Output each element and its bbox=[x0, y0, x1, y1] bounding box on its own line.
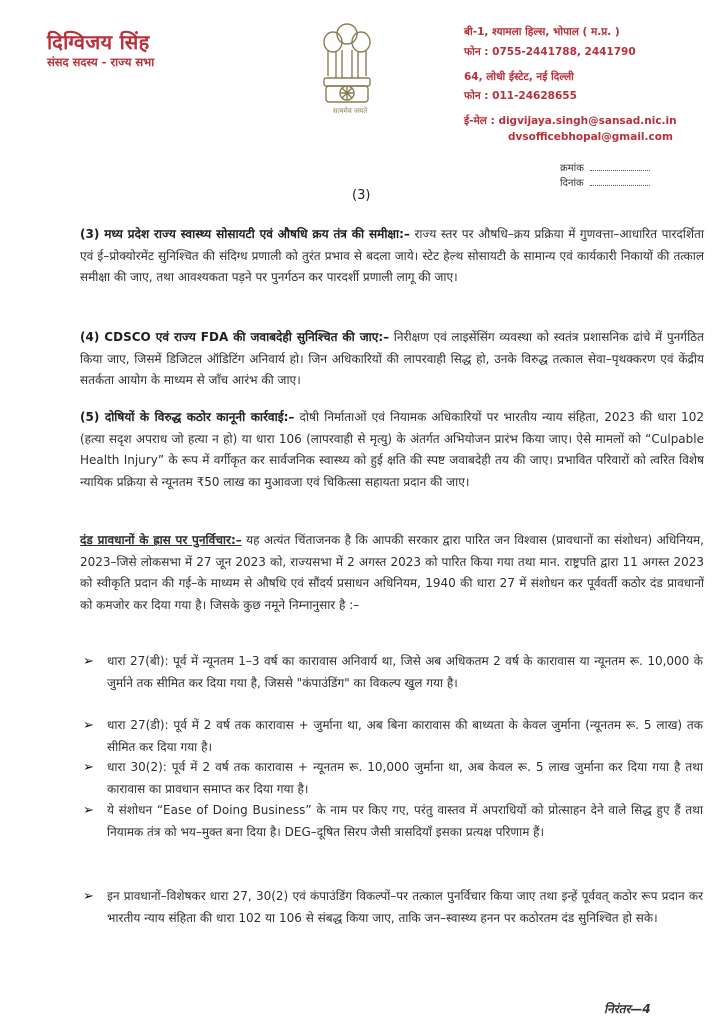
list-item-text: ये संशोधन “Ease of Doing Business” के नाम पर किए गए, परंतु वास्तव में अपराधियों को प्रोत्साहन देने वाले सिद्ध हुए हैं तथा नियामक तंत्र को भय–मुक्त बना दिया है। DEG–दूषित सिरप जैसी त्रासदियाँ इसका प्रत्यक्ष परिणाम हैं। bbox=[107, 803, 703, 839]
email-primary[interactable]: digvijaya.singh@sansad.nic.in bbox=[498, 115, 677, 127]
list-item bbox=[83, 886, 703, 929]
section-heading: (3) मध्य प्रदेश राज्य स्वास्थ्य सोसायटी एवं औषधि क्रय तंत्र की समीक्षा:– bbox=[80, 227, 410, 241]
email-row bbox=[464, 114, 677, 129]
section-state-health-society bbox=[80, 224, 704, 289]
section-heading: (4) CDSCO एवं राज्य FDA की जवाबदेही सुनिश्चित की जाए:– bbox=[80, 330, 390, 344]
phone-bhopal: फोन : 0755-2441788, 2441790 bbox=[464, 46, 636, 58]
address-bhopal: बी-1, श्यामला हिल्स, भोपाल ( म.प्र. ) bbox=[464, 26, 620, 38]
email-secondary[interactable]: dvsofficebhopal@gmail.com bbox=[508, 131, 673, 143]
section-body: यह अत्यंत चिंताजनक है कि आपकी सरकार द्वारा पारित जन विश्वास (प्रावधानों का संशोधन) अधिनियम, 2023–जिसे लोकसभा में 27 जून 2023 को, राज्यसभा में 2 अगस्त 2023 को पारित किया गया तथा मान. राष्ट्रपति द्वारा 11 अगस्त 2023 को स्वीकृति प्रदान की गई–के माध्यम से औषधि एवं सौंदर्य प्रसाधन अधिनियम, 1940 की धारा 27 में संशोधन कर पूर्ववर्ती कठोर दंड प्रावधानों को कमजोर कर दिया गया है। जिसके कुछ नमूने निम्नानुसार है :– bbox=[80, 533, 704, 612]
phone-delhi: फोन : 011-24628655 bbox=[464, 90, 577, 102]
list-item-text: इन प्रावधानों–विशेषकर धारा 27, 30(2) एवं कंपाउंडिंग विकल्पों–पर तत्काल पुनर्विचार किया जाए तथा इन्हें पूर्ववत् कठोर रूप प्रदान कर भारतीय न्याय संहिता की धारा 102 या 106 से संबद्ध किया जाए, ताकि जन–स्वास्थ्य हनन पर कठोरतम दंड सुनिश्चित हो सके। bbox=[107, 889, 703, 925]
list-item-text: धारा 30(2): पूर्व में 2 वर्ष तक कारावास + न्यूनतम रू. 10,000 जुर्माना था, अब केवल रू. 5 लाख जुर्माना कर दिया गया है तथा कारावास का प्रावधान समाप्त कर दिया गया है। bbox=[107, 760, 703, 796]
list-item-text: धारा 27(डी): पूर्व में 2 वर्ष तक कारावास + जुर्माना था, अब बिना कारावास की बाध्यता के केवल जुर्माना (न्यूनतम रू. 5 लाख) तक सीमित कर दिया गया है। bbox=[107, 718, 703, 754]
list-item bbox=[83, 651, 703, 694]
date-label: दिनांक bbox=[560, 178, 584, 189]
section-body: निरीक्षण एवं लाइसेंसिंग व्यवस्था को स्वतंत्र प्रशासनिक ढांचे में पुनर्गठित किया जाए, जिसमें डिजिटल ऑडिटिंग अनिवार्य हो। जिन अधिकारियों की लापरवाही सिद्ध हो, उनके विरुद्ध तत्काल सेवा–पृथक्करण एवं केंद्रीय सतर्कता आयोग के माध्यम से जाँच आरंभ की जाए। bbox=[80, 330, 704, 387]
section-legal-action bbox=[80, 407, 704, 493]
arrow-bullet-icon: ➢ bbox=[83, 654, 94, 669]
list-item bbox=[83, 757, 703, 800]
emblem-motto: सत्यमेव जयते bbox=[332, 107, 368, 115]
list-item bbox=[83, 800, 703, 843]
section-cdsco-accountability bbox=[80, 327, 704, 392]
email-label: ई-मेल : bbox=[464, 115, 495, 127]
date-blank bbox=[590, 177, 650, 186]
section-heading: (5) दोषियों के विरुद्ध कठोर कानूनी कार्रवाई:– bbox=[80, 410, 295, 424]
reference-blank bbox=[590, 162, 650, 171]
lion-capital-icon bbox=[316, 20, 378, 108]
arrow-bullet-icon: ➢ bbox=[83, 718, 94, 733]
page-number: (3) bbox=[352, 188, 371, 203]
address-delhi: 64, लोधी ईस्टेट, नई दिल्ली bbox=[464, 71, 574, 83]
section-heading: दंड प्रावधानों के ह्रास पर पुनर्विचार:– bbox=[80, 533, 242, 547]
letterhead-name: दिग्विजय सिंह bbox=[47, 30, 150, 54]
section-body: दोषी निर्माताओं एवं नियामक अधिकारियों पर भारतीय न्याय संहिता, 2023 की धारा 102 (हत्या सदृश अपराध जो हत्या न हो) या धारा 106 (लापरवाही से मृत्यु) के अंतर्गत अभियोजन प्रारंभ किया जाए। ऐसे मामलों को “Culpable Health Injury” के रूप में वर्गीकृत कर सार्वजनिक स्वास्थ्य को हुई क्षति की स्पष्ट जवाबदेही तय की जाए। प्रभावित परिवारों को त्वरित विशेष न्यायिक प्रक्रिया से न्यूनतम ₹50 लाख का मुआवजा एवं चिकित्सा सहायता प्रदान की जाए। bbox=[80, 410, 704, 489]
arrow-bullet-icon: ➢ bbox=[83, 760, 94, 775]
letterhead-designation: संसद सदस्य - राज्य सभा bbox=[47, 55, 155, 69]
continued-marker: निरंतर—4 bbox=[604, 1002, 651, 1016]
arrow-bullet-icon: ➢ bbox=[83, 803, 94, 818]
reference-label: क्रमांक bbox=[560, 163, 584, 174]
reference-number-row bbox=[560, 160, 650, 174]
section-penal-provisions bbox=[80, 530, 704, 616]
arrow-bullet-icon: ➢ bbox=[83, 889, 94, 904]
list-item-text: धारा 27(बी): पूर्व में न्यूनतम 1–3 वर्ष का कारावास अनिवार्य था, जिसे अब अधिकतम 2 वर्ष के कारावास या न्यूनतम रू. 10,000 के जुर्माने तक सीमित कर दिया गया है, जिससे "कंपाउंडिंग" का विकल्प खुल गया है। bbox=[107, 654, 703, 690]
section-body: राज्य स्तर पर औषधि–क्रय प्रक्रिया में गुणवत्ता–आधारित पारदर्शिता एवं ई–प्रोक्योरमेंट सुनिश्चित की संदिग्ध प्रणाली को तुरंत प्रभाव से बदला जाये। स्टेट हेल्थ सोसायटी के सामान्य एवं कार्यकारी निकायों की तत्काल समीक्षा की जाए, तथा आवश्यकता पड़ने पर पुनर्गठन कर पारदर्शी प्रणाली लागू की जाए। bbox=[80, 227, 704, 284]
list-item bbox=[83, 715, 703, 758]
date-row bbox=[560, 175, 650, 189]
